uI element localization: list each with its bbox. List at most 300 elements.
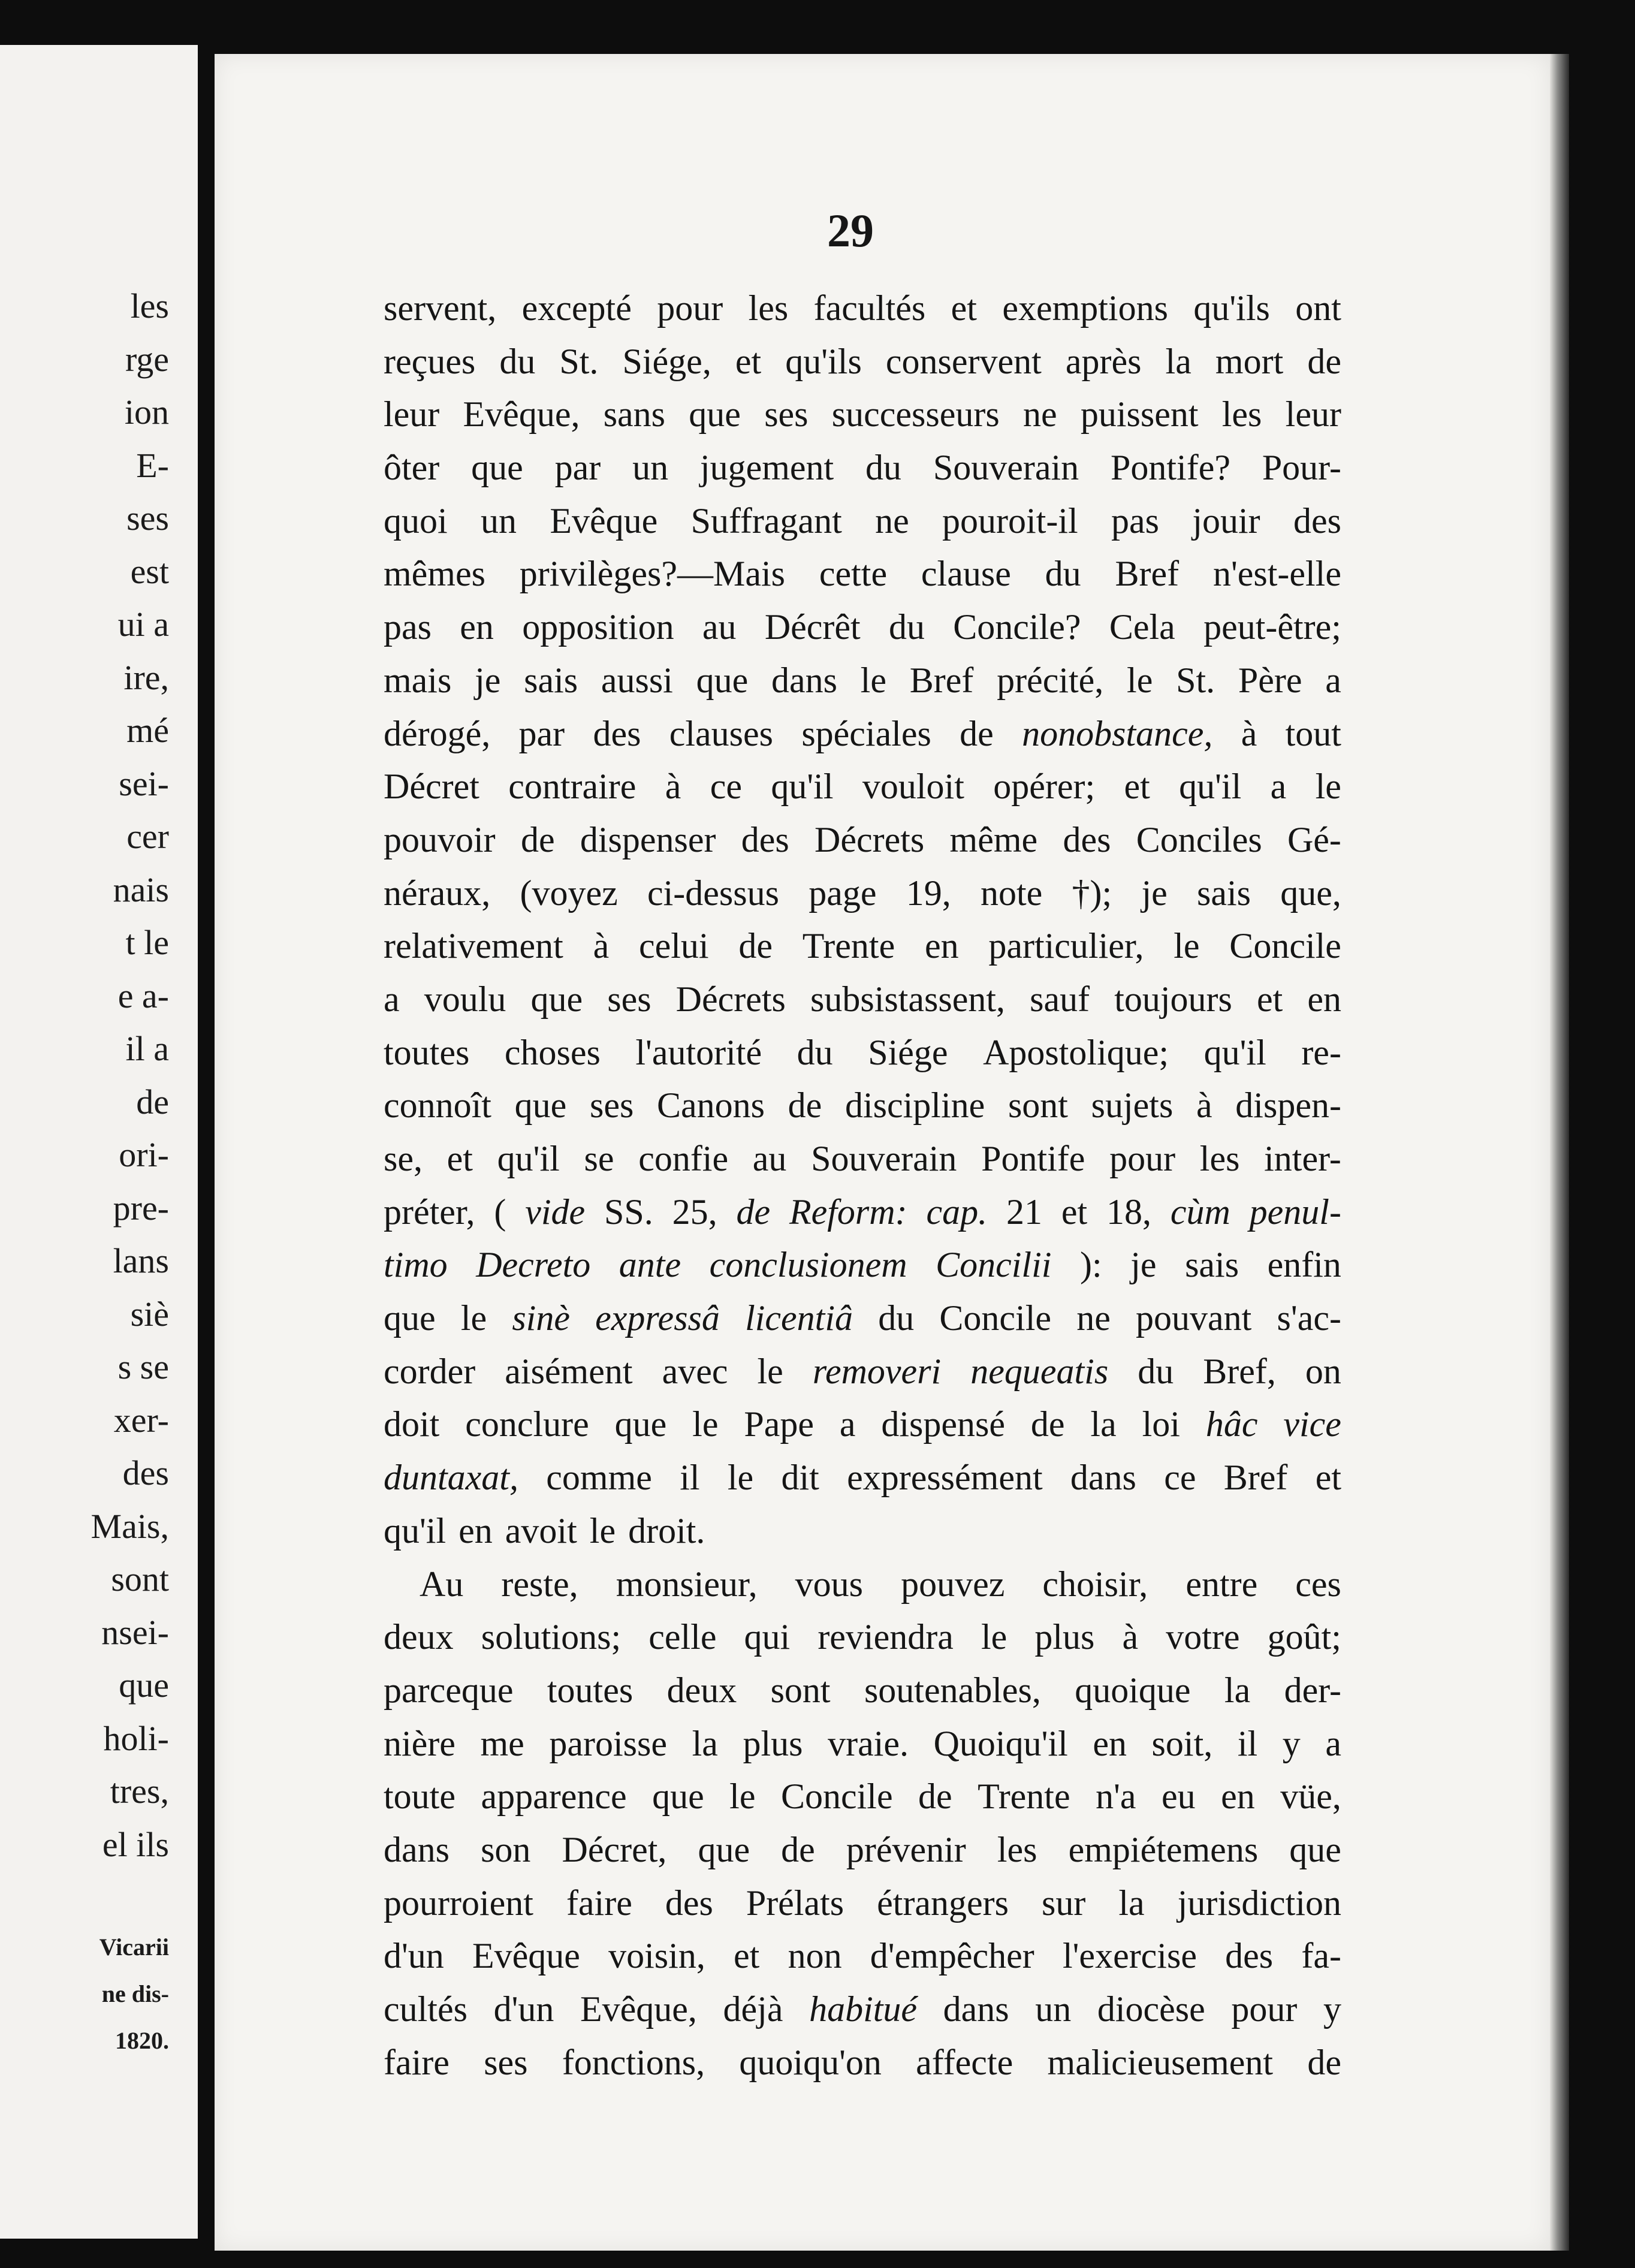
left-line-fragment: s se [117, 1347, 169, 1386]
word: le [1174, 926, 1200, 966]
left-line-fragment: sei- [119, 764, 169, 803]
word: dit [781, 1458, 819, 1498]
word: opposition [522, 607, 674, 647]
word: Bref [1115, 554, 1180, 594]
word: nière [384, 1723, 455, 1763]
word: en [458, 1510, 493, 1551]
word: que [384, 1298, 436, 1338]
word: peut-être; [1203, 607, 1341, 647]
word: pouvant [1136, 1298, 1252, 1338]
italic-word: cùm [1170, 1192, 1230, 1232]
word: et [1256, 979, 1283, 1019]
word: confie [638, 1139, 729, 1178]
word: Siége, [622, 341, 711, 381]
text-line [384, 1664, 1341, 1717]
word: d'un [384, 1936, 444, 1976]
italic-word: cap. [926, 1192, 988, 1232]
word: pas [384, 607, 432, 647]
word: 25, [672, 1192, 717, 1232]
word: un [481, 500, 517, 541]
word: ses [589, 1085, 634, 1126]
word: déjà [723, 1989, 783, 2029]
word: St. [559, 341, 599, 381]
word: pouvoir [384, 819, 496, 859]
word: pourroient [384, 1883, 533, 1923]
word: je [1141, 873, 1168, 913]
word: et [1315, 1458, 1341, 1498]
word: SS. [604, 1192, 653, 1232]
word: du [878, 1298, 915, 1338]
left-line-fragment: cer [126, 817, 169, 856]
word: Décrets [675, 979, 786, 1019]
text-line [384, 494, 1341, 548]
word: enfin [1267, 1245, 1341, 1285]
word: on [1305, 1351, 1341, 1391]
word: droit. [628, 1510, 705, 1551]
word: la [1118, 1883, 1145, 1923]
word: plus [743, 1723, 803, 1763]
word: je [1130, 1245, 1157, 1285]
word: toutes [547, 1670, 634, 1710]
left-line-fragment: xer- [113, 1400, 169, 1440]
word: expressément [847, 1458, 1043, 1498]
word: Décrets [815, 819, 925, 859]
italic-word: Reform: [789, 1192, 907, 1232]
word: sont [770, 1670, 831, 1710]
word: apparence [481, 1777, 627, 1817]
word: corder [384, 1351, 476, 1391]
word: les [1221, 394, 1262, 435]
word: 19, [906, 873, 951, 913]
word: de [918, 1777, 952, 1817]
word: dispensé [881, 1404, 1006, 1444]
word: Evêque, [580, 1989, 697, 2029]
word: malicieusement [1047, 2042, 1274, 2082]
word: du [797, 1032, 833, 1072]
word: après [1065, 341, 1142, 381]
italic-word: nequeatis [970, 1351, 1109, 1391]
word: en [460, 607, 494, 647]
left-line-fragment: que [119, 1666, 169, 1705]
word: empiétemens [1068, 1829, 1259, 1869]
left-line-fragment: siè [130, 1294, 169, 1334]
left-line-fragment: les [130, 286, 169, 325]
word: je [475, 660, 501, 700]
italic-word: Decreto [476, 1245, 591, 1285]
left-line-fragment: sont [111, 1560, 169, 1599]
word: que [471, 448, 523, 488]
word: pouroit-il [942, 500, 1078, 541]
word: que [530, 979, 583, 1019]
word: reçues [384, 341, 476, 381]
word: que [1289, 1829, 1341, 1869]
word: des [593, 713, 641, 753]
word: celle [648, 1617, 717, 1657]
word: note [980, 873, 1043, 913]
text-line [384, 1823, 1341, 1877]
word: jugement [699, 448, 834, 488]
word: à [665, 767, 681, 807]
word: ci-dessus [647, 873, 779, 913]
word: eu [1162, 1777, 1196, 1817]
word: Concile? [953, 607, 1081, 647]
word: privilèges?—Mais [519, 554, 786, 594]
left-line-fragment: ui a [117, 605, 169, 644]
word: servent, [384, 288, 497, 328]
word: spéciales [801, 713, 931, 753]
word: choses [504, 1032, 601, 1072]
word: (voyez [520, 873, 618, 913]
word: Quoiqu'il [933, 1723, 1068, 1763]
word: monsieur, [616, 1564, 758, 1604]
word: au [702, 607, 737, 647]
word: aussi [601, 660, 673, 700]
italic-word: hâc [1205, 1404, 1258, 1444]
word: du [1045, 554, 1081, 594]
word: clauses [669, 713, 774, 753]
word: il [1237, 1723, 1258, 1763]
word: pour [657, 288, 723, 328]
word: de [960, 713, 994, 753]
word: Pape [744, 1404, 814, 1444]
word: conservent [885, 341, 1042, 381]
word: Pour- [1262, 448, 1341, 488]
word: quoi [384, 500, 448, 541]
word: du [1138, 1351, 1174, 1391]
word: Evêque [550, 500, 658, 541]
word: ce [710, 767, 743, 807]
word: le [692, 1404, 719, 1444]
word: du [888, 607, 925, 647]
italic-word: de [736, 1192, 771, 1232]
word: Pontife? [1111, 448, 1230, 488]
word: ne [875, 500, 909, 541]
word: sujets [1091, 1085, 1174, 1126]
word: qu'il [1203, 1032, 1266, 1072]
text-line [384, 1558, 1341, 1611]
word: reste, [501, 1564, 578, 1604]
word: Suffragant [690, 500, 842, 541]
word: y [1282, 1723, 1301, 1763]
word: Concile [939, 1298, 1052, 1338]
word: vous [795, 1564, 864, 1604]
word: choisir, [1042, 1564, 1148, 1604]
text-line [384, 1238, 1341, 1292]
word: en [1221, 1777, 1255, 1817]
left-page-fragment [0, 45, 198, 2239]
word: Cela [1109, 607, 1175, 647]
word: qu'il [1179, 767, 1242, 807]
word: Bref [1223, 1458, 1288, 1498]
word: par [518, 713, 565, 753]
word: excepté [521, 288, 632, 328]
word: dans [384, 1829, 450, 1869]
word: a [1325, 1723, 1341, 1763]
text-line [384, 601, 1341, 654]
word: en [1093, 1723, 1127, 1763]
word: cette [819, 554, 888, 594]
word: †); [1072, 873, 1112, 913]
left-line-fragment: pre- [113, 1188, 169, 1228]
text-line [384, 388, 1341, 441]
word: de [788, 1085, 822, 1126]
word: cultés [384, 1989, 467, 2029]
word: a [839, 1404, 856, 1444]
word: ses [484, 2042, 528, 2082]
left-line-fragment: ion [124, 393, 169, 432]
word: n'est-elle [1212, 554, 1341, 594]
word: dans [1070, 1458, 1136, 1498]
italic-word: nonobstance, [1022, 713, 1213, 753]
word: Evêque, [463, 394, 580, 435]
word: il [680, 1458, 700, 1498]
word: et [951, 288, 977, 328]
word: le [1127, 660, 1153, 700]
word: des [1225, 1936, 1274, 1976]
left-line-fragment: Mais, [91, 1506, 169, 1546]
word: vouloit [862, 767, 964, 807]
left-line-fragment: e a- [117, 976, 169, 1015]
word: qui [744, 1617, 791, 1657]
word: pour [1109, 1139, 1176, 1178]
word: de [520, 819, 555, 859]
word: le [1315, 767, 1341, 807]
word: des [741, 819, 789, 859]
left-line-fragment: el ils [102, 1824, 169, 1864]
text-line [384, 1345, 1341, 1398]
left-line-fragment: rge [125, 339, 169, 379]
text-line [384, 547, 1341, 601]
word: dispenser [580, 819, 716, 859]
word: des [1293, 500, 1341, 541]
word: sauf [1030, 979, 1090, 1019]
word: conclure [465, 1404, 589, 1444]
word: à [1122, 1617, 1139, 1657]
word: qu'il [771, 767, 834, 807]
word: loi [1142, 1404, 1180, 1444]
italic-word: vide [525, 1192, 586, 1232]
word: jouir [1192, 500, 1260, 541]
word: le [757, 1351, 783, 1391]
italic-word: conclusionem [709, 1245, 907, 1285]
word: quoiqu'on [739, 2042, 882, 2082]
word: ses [764, 394, 809, 435]
word: et [1061, 1192, 1088, 1232]
page-number: 29 [827, 204, 874, 257]
word: le [981, 1617, 1007, 1657]
word: l'exercise [1062, 1936, 1197, 1976]
word: le [460, 1298, 487, 1338]
word: du [865, 448, 902, 488]
left-page-line-fragments [91, 280, 170, 1871]
word: a [1325, 660, 1341, 700]
word: Bref [909, 660, 974, 700]
word: pouvez [901, 1564, 1005, 1604]
word: parceque [384, 1670, 514, 1710]
word: ): [1080, 1245, 1102, 1285]
word: sais [524, 660, 578, 700]
text-line [384, 1451, 1341, 1504]
word: mais [384, 660, 452, 700]
italic-word: removeri [812, 1351, 942, 1391]
word: Prélats [746, 1883, 844, 1923]
word: connoît [384, 1085, 491, 1126]
word: der- [1284, 1670, 1341, 1710]
word: puissent [1080, 394, 1199, 435]
word: se [584, 1139, 614, 1178]
word: prévenir [846, 1829, 966, 1869]
word: ont [1295, 288, 1341, 328]
word: qu'il [497, 1139, 560, 1178]
text-line [384, 1186, 1341, 1239]
word: 18, [1106, 1192, 1151, 1232]
word: doit [384, 1404, 440, 1444]
word: goût; [1267, 1617, 1341, 1657]
word: Gé- [1287, 819, 1341, 859]
word: des [665, 1883, 713, 1923]
word: plus [1034, 1617, 1095, 1657]
left-line-fragment: ori- [119, 1135, 169, 1174]
word: particulier, [988, 926, 1144, 966]
text-line [384, 1398, 1341, 1451]
text-line [384, 441, 1341, 494]
italic-word: ante [619, 1245, 681, 1285]
left-footnote-fragment: ne dis- [101, 1980, 169, 2007]
word: la [692, 1723, 718, 1763]
word: Bref, [1203, 1351, 1276, 1391]
word: l'autorité [635, 1032, 762, 1072]
word: en [1307, 979, 1341, 1019]
word: Souverain [811, 1139, 957, 1178]
word: sur [1042, 1883, 1086, 1923]
word: Décret [384, 767, 479, 807]
word: inter- [1264, 1139, 1341, 1178]
word: ses [607, 979, 651, 1019]
left-line-fragment: il a [125, 1029, 169, 1068]
text-line [384, 1026, 1341, 1079]
word: en [924, 926, 959, 966]
word: ôter [384, 448, 440, 488]
word: ne [1022, 394, 1057, 435]
word: solutions; [481, 1617, 622, 1657]
page-edge [1550, 54, 1569, 2251]
italic-word: sinè [512, 1298, 570, 1338]
word: des [1063, 819, 1111, 859]
word: qu'il [384, 1510, 447, 1551]
italic-word: timo [384, 1245, 448, 1285]
word: dans [943, 1989, 1009, 2029]
word: y [1323, 1989, 1341, 2029]
word: à [1241, 713, 1257, 753]
word: la [1224, 1670, 1251, 1710]
word: aisément [505, 1351, 633, 1391]
word: successeurs [831, 394, 1000, 435]
text-line [384, 654, 1341, 707]
text-line [384, 867, 1341, 920]
word: faire [384, 2042, 450, 2082]
text-line [384, 973, 1341, 1026]
left-line-fragment: tres, [110, 1772, 169, 1811]
word: me [480, 1723, 524, 1763]
word: mort [1215, 341, 1284, 381]
left-line-fragment: ire, [123, 658, 169, 697]
word: contraire [508, 767, 636, 807]
word: Concile [1229, 926, 1341, 966]
word: le [860, 660, 886, 700]
word: néraux, [384, 873, 491, 913]
word: Concile [780, 1777, 893, 1817]
word: dispen- [1235, 1085, 1341, 1126]
word: page [809, 873, 877, 913]
word: avec [662, 1351, 728, 1391]
word: paroisse [549, 1723, 668, 1763]
word: jurisdiction [1177, 1883, 1341, 1923]
word: un [1035, 1989, 1072, 2029]
left-line-fragment: lans [113, 1241, 169, 1280]
text-line [384, 1717, 1341, 1771]
text-line [384, 1132, 1341, 1186]
left-line-fragment: E- [136, 445, 169, 485]
word: ces [1295, 1564, 1341, 1604]
word: voulu [424, 979, 506, 1019]
italic-word: penul- [1249, 1192, 1341, 1232]
left-line-fragment: nsei- [101, 1612, 169, 1652]
word: Apostolique; [983, 1032, 1169, 1072]
word: fa- [1301, 1936, 1341, 1976]
word: 21 [1006, 1192, 1042, 1232]
word: se, [384, 1139, 423, 1178]
word: même [949, 819, 1038, 859]
word: ce [1164, 1458, 1196, 1498]
word: sais [1197, 873, 1251, 913]
word: la [1165, 341, 1191, 381]
word: du [499, 341, 536, 381]
text-line [384, 707, 1341, 761]
word: les [748, 288, 789, 328]
text-line [384, 760, 1341, 813]
text-line [384, 1079, 1341, 1132]
word: sans [603, 394, 666, 435]
word: à [593, 926, 610, 966]
word: que [514, 1085, 567, 1126]
word: Trente [802, 926, 895, 966]
word: et [735, 341, 762, 381]
left-line-fragment: des [122, 1453, 169, 1492]
word: relativement [384, 926, 563, 966]
word: dérogé, [384, 713, 491, 753]
word: soit, [1151, 1723, 1213, 1763]
word: de [781, 1829, 815, 1869]
word: deux [666, 1670, 737, 1710]
word: Siége [868, 1032, 948, 1072]
word: re- [1301, 1032, 1341, 1072]
word: toutes [384, 1032, 470, 1072]
word: non [788, 1936, 842, 1976]
word: votre [1166, 1617, 1240, 1657]
word: sont [1007, 1085, 1068, 1126]
left-line-fragment: ses [126, 499, 169, 538]
word: n'a [1096, 1777, 1136, 1817]
left-footnote-fragment: 1820. [115, 2027, 169, 2054]
text-line [384, 1610, 1341, 1664]
word: celui [639, 926, 709, 966]
word: opérer; [993, 767, 1096, 807]
word: s'ac- [1277, 1298, 1341, 1338]
word: toute [384, 1777, 455, 1817]
text-line [384, 2036, 1341, 2089]
word: et [1124, 767, 1150, 807]
word: son [481, 1829, 531, 1869]
